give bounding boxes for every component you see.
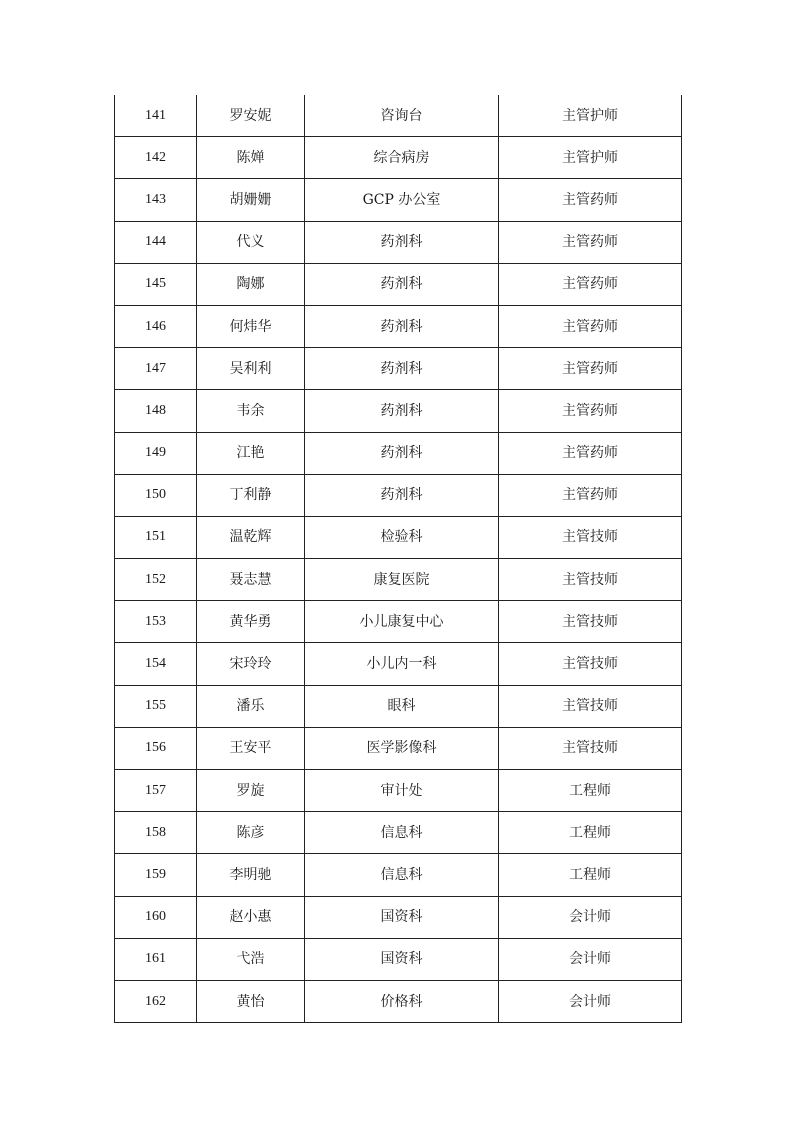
table-row: [115, 263, 682, 305]
professional-title-cell: 主管药师: [499, 432, 682, 474]
department-cell: GCP 办公室: [305, 179, 499, 221]
professional-title-cell: 主管药师: [499, 474, 682, 516]
staff-name-cell: 罗旋: [197, 770, 305, 812]
table-row: [115, 95, 682, 137]
department-cell: 药剂科: [305, 305, 499, 347]
professional-title-cell: 主管技师: [499, 685, 682, 727]
staff-name-cell: 李明驰: [197, 854, 305, 896]
department-cell: 信息科: [305, 854, 499, 896]
department-cell: 国资科: [305, 938, 499, 980]
department-cell: 药剂科: [305, 390, 499, 432]
roster-table-body: [115, 95, 682, 1023]
staff-name-cell: 吴利利: [197, 348, 305, 390]
department-cell: 康复医院: [305, 559, 499, 601]
row-number-cell: 143: [115, 179, 197, 221]
department-cell: 国资科: [305, 896, 499, 938]
row-number-cell: 160: [115, 896, 197, 938]
row-number-cell: 150: [115, 474, 197, 516]
professional-title-cell: 工程师: [499, 812, 682, 854]
row-number-cell: 158: [115, 812, 197, 854]
department-cell: 药剂科: [305, 221, 499, 263]
table-row: [115, 727, 682, 769]
professional-title-cell: 会计师: [499, 938, 682, 980]
staff-name-cell: 弋浩: [197, 938, 305, 980]
professional-title-cell: 工程师: [499, 770, 682, 812]
row-number-cell: 154: [115, 643, 197, 685]
staff-name-cell: 何炜华: [197, 305, 305, 347]
professional-title-cell: 主管技师: [499, 643, 682, 685]
table-row: [115, 812, 682, 854]
professional-title-cell: 主管护师: [499, 137, 682, 179]
table-row: [115, 559, 682, 601]
table-row: [115, 432, 682, 474]
row-number-cell: 146: [115, 305, 197, 347]
department-cell: 信息科: [305, 812, 499, 854]
professional-title-cell: 主管药师: [499, 305, 682, 347]
table-row: [115, 348, 682, 390]
table-row: [115, 980, 682, 1022]
table-row: [115, 179, 682, 221]
professional-title-cell: 会计师: [499, 896, 682, 938]
row-number-cell: 148: [115, 390, 197, 432]
department-cell: 咨询台: [305, 95, 499, 137]
department-cell: 药剂科: [305, 432, 499, 474]
row-number-cell: 159: [115, 854, 197, 896]
table-row: [115, 305, 682, 347]
table-row: [115, 770, 682, 812]
table-row: [115, 643, 682, 685]
row-number-cell: 149: [115, 432, 197, 474]
staff-name-cell: 陶娜: [197, 263, 305, 305]
row-number-cell: 152: [115, 559, 197, 601]
row-number-cell: 142: [115, 137, 197, 179]
professional-title-cell: 主管技师: [499, 559, 682, 601]
row-number-cell: 155: [115, 685, 197, 727]
staff-roster-table: [114, 95, 682, 1023]
professional-title-cell: 主管技师: [499, 601, 682, 643]
row-number-cell: 147: [115, 348, 197, 390]
table-row: [115, 854, 682, 896]
department-cell: 药剂科: [305, 348, 499, 390]
staff-name-cell: 聂志慧: [197, 559, 305, 601]
department-cell: 价格科: [305, 980, 499, 1022]
table-row: [115, 137, 682, 179]
table-row: [115, 516, 682, 558]
staff-name-cell: 丁利静: [197, 474, 305, 516]
staff-name-cell: 江艳: [197, 432, 305, 474]
row-number-cell: 141: [115, 95, 197, 137]
staff-name-cell: 潘乐: [197, 685, 305, 727]
row-number-cell: 156: [115, 727, 197, 769]
department-cell: 综合病房: [305, 137, 499, 179]
table-row: [115, 938, 682, 980]
department-cell: 审计处: [305, 770, 499, 812]
row-number-cell: 151: [115, 516, 197, 558]
professional-title-cell: 主管技师: [499, 516, 682, 558]
professional-title-cell: 主管药师: [499, 221, 682, 263]
table-row: [115, 685, 682, 727]
staff-name-cell: 宋玲玲: [197, 643, 305, 685]
staff-name-cell: 胡姗姗: [197, 179, 305, 221]
professional-title-cell: 主管药师: [499, 263, 682, 305]
professional-title-cell: 主管药师: [499, 348, 682, 390]
row-number-cell: 144: [115, 221, 197, 263]
department-cell: 检验科: [305, 516, 499, 558]
staff-name-cell: 代义: [197, 221, 305, 263]
row-number-cell: 145: [115, 263, 197, 305]
department-cell: 小儿内一科: [305, 643, 499, 685]
professional-title-cell: 主管药师: [499, 390, 682, 432]
staff-name-cell: 罗安妮: [197, 95, 305, 137]
department-cell: 药剂科: [305, 263, 499, 305]
row-number-cell: 161: [115, 938, 197, 980]
staff-name-cell: 陈彦: [197, 812, 305, 854]
professional-title-cell: 主管护师: [499, 95, 682, 137]
row-number-cell: 157: [115, 770, 197, 812]
row-number-cell: 162: [115, 980, 197, 1022]
professional-title-cell: 会计师: [499, 980, 682, 1022]
department-cell: 小儿康复中心: [305, 601, 499, 643]
staff-name-cell: 黄华勇: [197, 601, 305, 643]
table-row: [115, 601, 682, 643]
professional-title-cell: 工程师: [499, 854, 682, 896]
table-row: [115, 390, 682, 432]
staff-name-cell: 韦余: [197, 390, 305, 432]
staff-name-cell: 黄怡: [197, 980, 305, 1022]
table-row: [115, 474, 682, 516]
department-cell: 药剂科: [305, 474, 499, 516]
department-cell: 眼科: [305, 685, 499, 727]
department-cell: 医学影像科: [305, 727, 499, 769]
staff-name-cell: 王安平: [197, 727, 305, 769]
professional-title-cell: 主管药师: [499, 179, 682, 221]
staff-name-cell: 赵小惠: [197, 896, 305, 938]
row-number-cell: 153: [115, 601, 197, 643]
staff-name-cell: 温乾辉: [197, 516, 305, 558]
table-row: [115, 896, 682, 938]
staff-name-cell: 陈婵: [197, 137, 305, 179]
professional-title-cell: 主管技师: [499, 727, 682, 769]
table-row: [115, 221, 682, 263]
